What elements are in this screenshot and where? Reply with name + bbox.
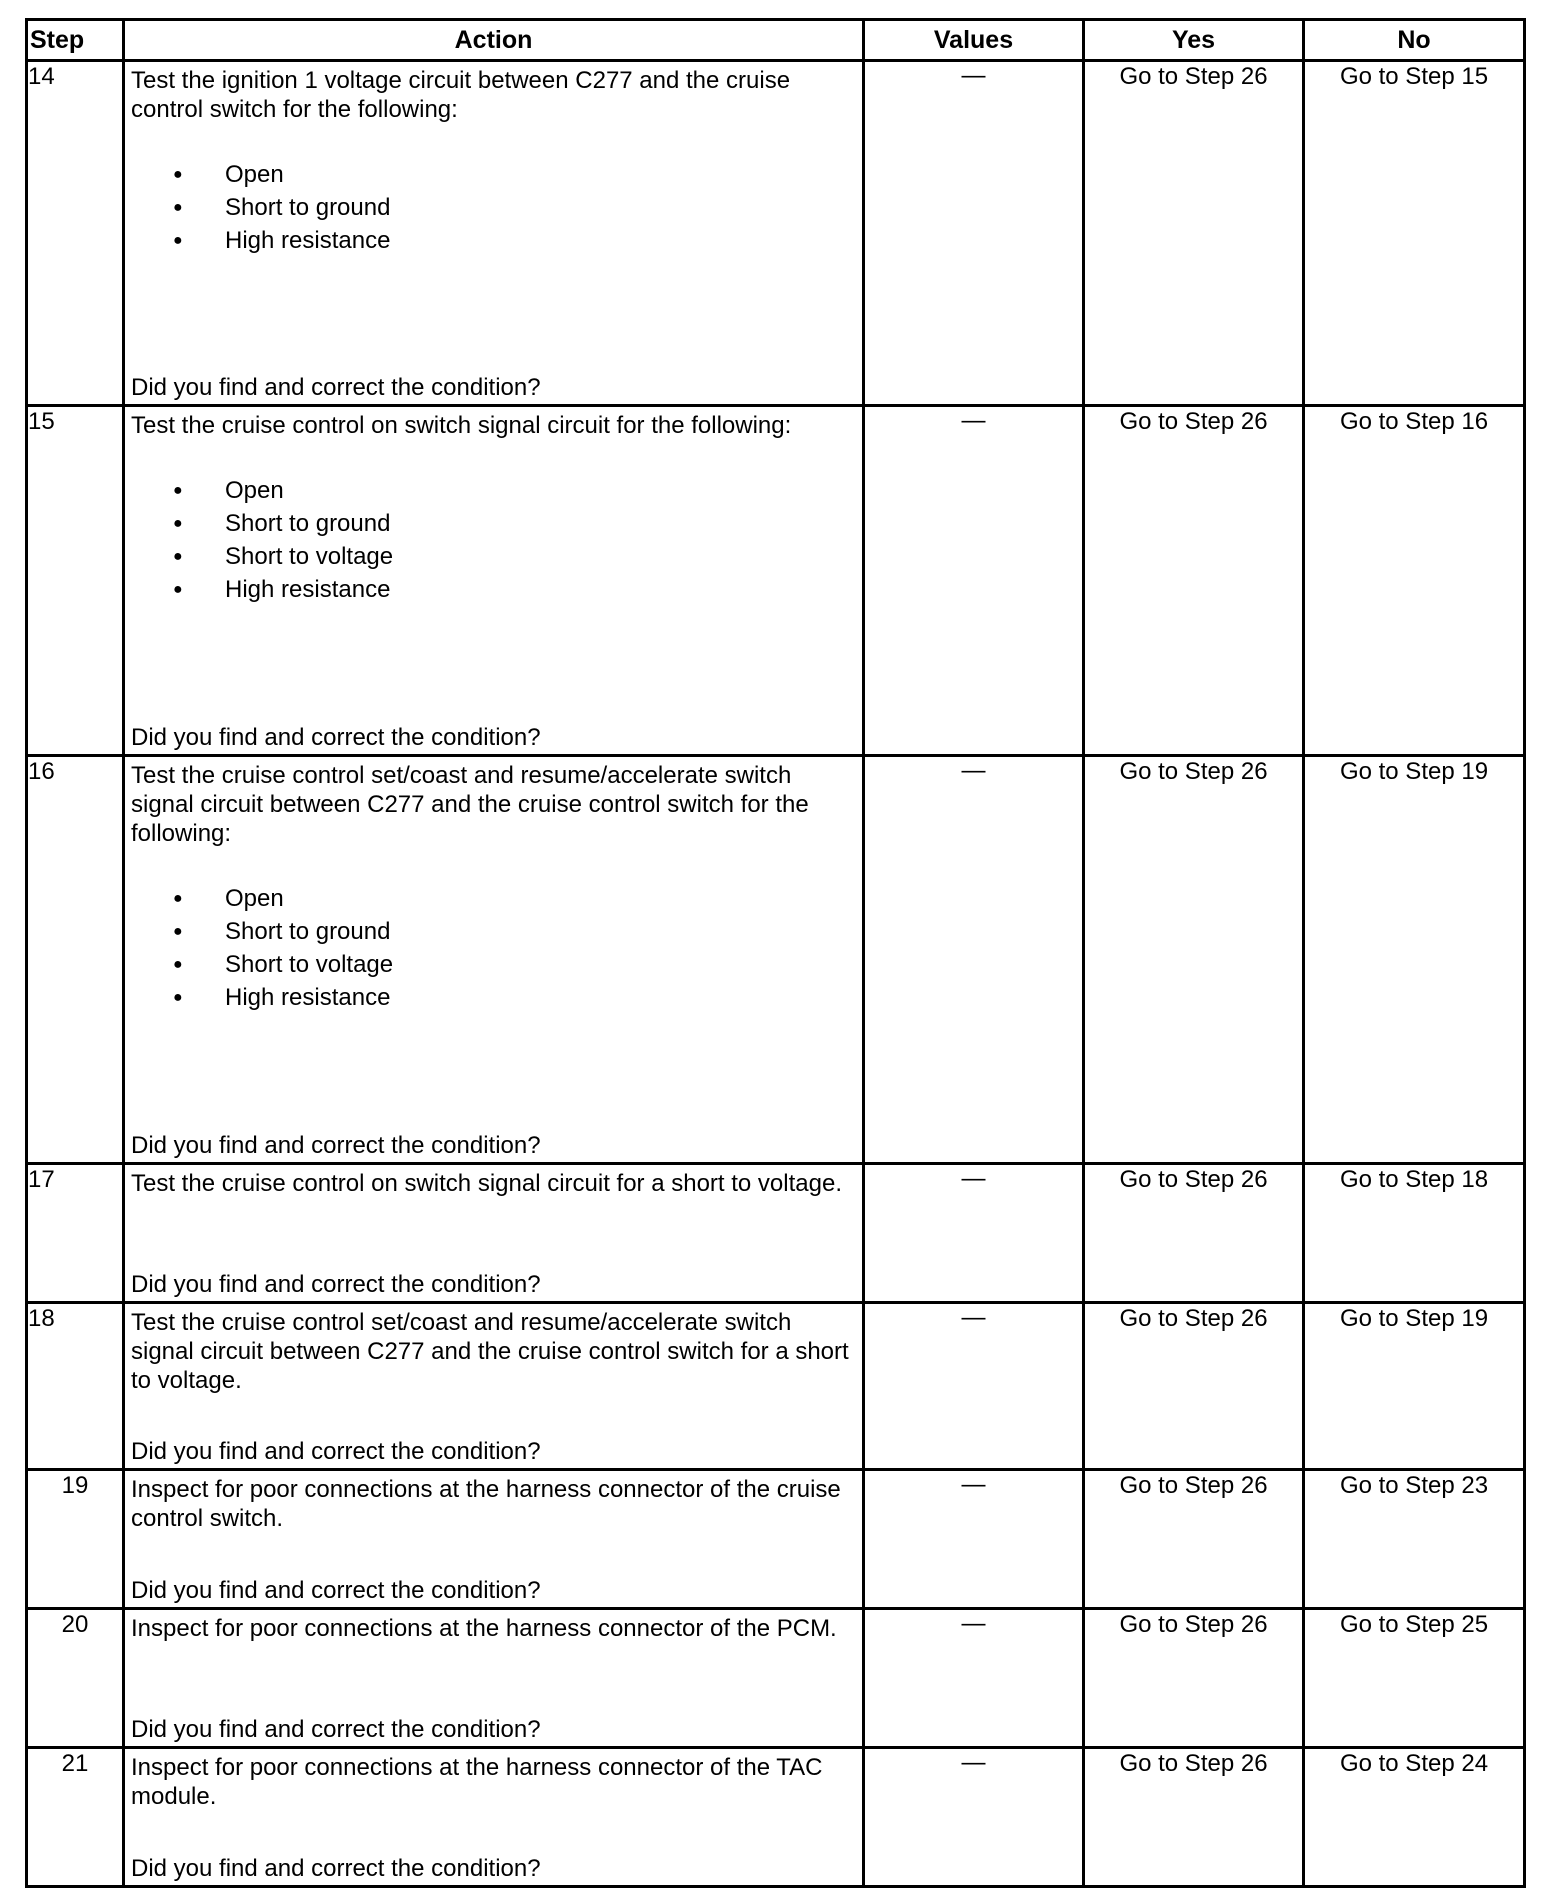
- action-question: Did you find and correct the condition?: [131, 1132, 541, 1159]
- no-cell: Go to Step 24: [1304, 1748, 1525, 1887]
- diagnostic-table: [25, 18, 1526, 1888]
- no-cell: Go to Step 19: [1304, 756, 1525, 1164]
- action-cell: [124, 61, 864, 406]
- list-item: ● High resistance: [225, 573, 862, 606]
- list-item: ● Open: [225, 882, 862, 915]
- table-row: [27, 1609, 1525, 1748]
- action-cell: [124, 1303, 864, 1470]
- no-cell: Go to Step 18: [1304, 1164, 1525, 1303]
- yes-cell: Go to Step 26: [1084, 1748, 1304, 1887]
- action-text: Test the ignition 1 voltage circuit between C277 and the cruise control switch for the following:: [131, 67, 791, 123]
- step-number: 14: [27, 61, 124, 406]
- action-cell: [124, 1748, 864, 1887]
- header-row: [27, 20, 1525, 61]
- list-item: ● Open: [225, 474, 862, 507]
- action-question: Did you find and correct the condition?: [131, 1438, 541, 1465]
- step-number: 20: [27, 1609, 124, 1748]
- no-cell: Go to Step 25: [1304, 1609, 1525, 1748]
- action-text: Inspect for poor connections at the harness connector of the cruise control switch.: [131, 1476, 841, 1532]
- step-number: 17: [27, 1164, 124, 1303]
- action-text: Test the cruise control set/coast and resume/accelerate switch signal circuit between C277 and the cruise control switch for a short to voltage.: [131, 1309, 849, 1394]
- action-question: Did you find and correct the condition?: [131, 374, 541, 401]
- action-question: Did you find and correct the condition?: [131, 724, 541, 751]
- list-item: ● Short to ground: [225, 915, 862, 948]
- values-cell: —: [864, 1164, 1084, 1303]
- yes-cell: Go to Step 26: [1084, 406, 1304, 756]
- header-action: Action: [124, 20, 864, 61]
- no-cell: Go to Step 16: [1304, 406, 1525, 756]
- list-item: ● High resistance: [225, 224, 862, 257]
- action-cell: [124, 1164, 864, 1303]
- action-cell: [124, 406, 864, 756]
- list-item: ● High resistance: [225, 981, 862, 1014]
- action-cell: [124, 1470, 864, 1609]
- condition-list: [125, 882, 862, 1014]
- yes-cell: Go to Step 26: [1084, 1609, 1304, 1748]
- header-values: Values: [864, 20, 1084, 61]
- step-number: 19: [27, 1470, 124, 1609]
- table-row: [27, 406, 1525, 756]
- action-question: Did you find and correct the condition?: [131, 1271, 541, 1298]
- no-cell: Go to Step 15: [1304, 61, 1525, 406]
- header-yes: Yes: [1084, 20, 1304, 61]
- values-cell: —: [864, 1748, 1084, 1887]
- step-number: 18: [27, 1303, 124, 1470]
- condition-list: [125, 158, 862, 257]
- action-cell: [124, 756, 864, 1164]
- table-row: [27, 1164, 1525, 1303]
- list-item: ● Short to voltage: [225, 948, 862, 981]
- table-row: [27, 61, 1525, 406]
- list-item: ● Short to ground: [225, 191, 862, 224]
- values-cell: —: [864, 1303, 1084, 1470]
- yes-cell: Go to Step 26: [1084, 756, 1304, 1164]
- table-row: [27, 1470, 1525, 1609]
- values-cell: —: [864, 61, 1084, 406]
- header-no: No: [1304, 20, 1525, 61]
- values-cell: —: [864, 406, 1084, 756]
- yes-cell: Go to Step 26: [1084, 1470, 1304, 1609]
- list-item: ● Short to voltage: [225, 540, 862, 573]
- no-cell: Go to Step 19: [1304, 1303, 1525, 1470]
- values-cell: —: [864, 756, 1084, 1164]
- action-cell: [124, 1609, 864, 1748]
- action-text: Test the cruise control on switch signal circuit for a short to voltage.: [131, 1170, 842, 1197]
- action-text: Inspect for poor connections at the harness connector of the TAC module.: [131, 1754, 823, 1810]
- values-cell: —: [864, 1470, 1084, 1609]
- table-row: [27, 1748, 1525, 1887]
- header-step: Step: [27, 20, 124, 61]
- list-item: ● Open: [225, 158, 862, 191]
- step-number: 16: [27, 756, 124, 1164]
- action-text: Inspect for poor connections at the harness connector of the PCM.: [131, 1615, 837, 1642]
- values-cell: —: [864, 1609, 1084, 1748]
- action-text: Test the cruise control on switch signal circuit for the following:: [131, 412, 792, 439]
- yes-cell: Go to Step 26: [1084, 1164, 1304, 1303]
- action-question: Did you find and correct the condition?: [131, 1716, 541, 1743]
- action-question: Did you find and correct the condition?: [131, 1855, 541, 1882]
- yes-cell: Go to Step 26: [1084, 61, 1304, 406]
- step-number: 15: [27, 406, 124, 756]
- table-row: [27, 756, 1525, 1164]
- yes-cell: Go to Step 26: [1084, 1303, 1304, 1470]
- no-cell: Go to Step 23: [1304, 1470, 1525, 1609]
- condition-list: [125, 474, 862, 606]
- table-row: [27, 1303, 1525, 1470]
- action-question: Did you find and correct the condition?: [131, 1577, 541, 1604]
- step-number: 21: [27, 1748, 124, 1887]
- action-text: Test the cruise control set/coast and resume/accelerate switch signal circuit between C277 and the cruise control switch for the following:: [131, 762, 809, 847]
- list-item: ● Short to ground: [225, 507, 862, 540]
